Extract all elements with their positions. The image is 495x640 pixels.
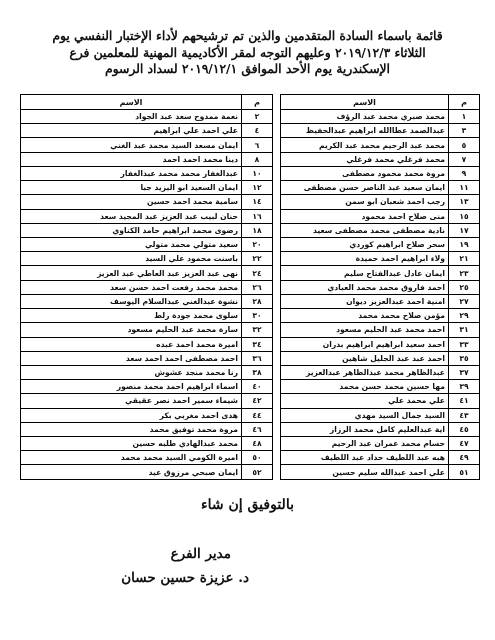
column-divider [273, 166, 281, 180]
column-divider [273, 195, 281, 209]
table-row [21, 280, 480, 294]
column-divider [273, 181, 281, 195]
row-name-right: هبه عبد اللطيف حداد عبد اللطيف [281, 451, 449, 465]
column-divider [273, 266, 281, 280]
row-number-right: ١٩ [449, 237, 480, 251]
row-name-right: منى صلاح احمد محمود [281, 209, 449, 223]
row-name-right: السيد جمال السيد مهدي [281, 408, 449, 422]
row-number-right: ٢١ [449, 252, 480, 266]
table-row [21, 394, 480, 408]
row-name-right: علي احمد عبدالله سليم حسين [281, 465, 449, 480]
row-number-left: ٢٢ [242, 252, 273, 266]
row-number-right: ٤٣ [449, 408, 480, 422]
column-divider [273, 337, 281, 351]
table-row [21, 152, 480, 166]
table-row [21, 294, 480, 308]
row-number-left: ١٢ [242, 181, 273, 195]
row-name-left: علي احمد علي ابراهيم [21, 124, 242, 138]
row-number-left: ٦ [242, 138, 273, 152]
row-number-right: ٤٧ [449, 437, 480, 451]
column-divider [273, 223, 281, 237]
column-divider [273, 365, 281, 379]
row-name-left: رضوى محمد ابراهيم حامد الكناوي [21, 223, 242, 237]
row-number-left: ٣٨ [242, 365, 273, 379]
column-divider [273, 110, 281, 124]
table-row [21, 323, 480, 337]
row-number-left: ٣٦ [242, 351, 273, 365]
row-number-right: ٩ [449, 166, 480, 180]
column-divider [273, 280, 281, 294]
row-name-right: نادية مصطفى محمد مصطفى سعيد [281, 223, 449, 237]
column-divider [273, 95, 281, 110]
row-name-right: محمد صبري محمد عبد الرؤف [281, 110, 449, 124]
row-number-left: ٤ [242, 124, 273, 138]
table-header-row [21, 95, 480, 110]
row-name-left: سامية محمد احمد حسين [21, 195, 242, 209]
column-divider [273, 437, 281, 451]
row-name-left: مروة محمد توفيق محمد [21, 422, 242, 436]
column-divider [273, 451, 281, 465]
row-number-right: ٢٣ [449, 266, 480, 280]
row-name-right: احمد عبد عبد الجليل شاهين [281, 351, 449, 365]
row-name-right: امنية احمد عبدالعزيز ديوان [281, 294, 449, 308]
heading-line-3: الإسكندرية يوم الأحد الموافق ٢٠١٩/١٢/١ لسداد الرسوم [105, 61, 390, 76]
signatory-title: مدير الفرع [170, 546, 231, 562]
row-number-right: ٣٧ [449, 365, 480, 379]
row-number-left: ٢٠ [242, 237, 273, 251]
row-name-left: سعيد متولي محمد متولي [21, 237, 242, 251]
row-name-left: نعمة ممدوح سعد عبد الجواد [21, 110, 242, 124]
header-name-right: الاسم [281, 95, 449, 110]
heading-line-2: الثلاثاء ٢٠١٩/١٢/٣ وعليهم التوجه لمقر الأكاديمية المهنية للمعلمين فرع [69, 44, 426, 60]
column-divider [273, 124, 281, 138]
column-divider [273, 323, 281, 337]
table-row [21, 380, 480, 394]
row-name-left: احمد مصطفى احمد احمد سعد [21, 351, 242, 365]
table-row [21, 209, 480, 223]
row-name-right: مروة محمد محمود مصطفى [281, 166, 449, 180]
column-divider [273, 408, 281, 422]
row-number-left: ٨ [242, 152, 273, 166]
row-name-right: سحر صلاح ابراهيم كوردي [281, 237, 449, 251]
row-number-left: ١٦ [242, 209, 273, 223]
row-number-right: ٤٩ [449, 451, 480, 465]
row-number-right: ١٣ [449, 195, 480, 209]
row-name-right: عبدالظاهر محمد عبدالظاهر عبدالعزيز [281, 365, 449, 379]
header-name-left: الاسم [21, 95, 242, 110]
row-number-right: ٢٧ [449, 294, 480, 308]
table-row [21, 252, 480, 266]
signatory-name: د. عزيزة حسين حسان [121, 570, 249, 586]
row-name-right: مها حسين محمد حسن محمد [281, 380, 449, 394]
row-number-left: ٥٠ [242, 451, 273, 465]
row-number-right: ٤٥ [449, 422, 480, 436]
row-name-left: ايمان السعيد ابو اليزيد جبا [21, 181, 242, 195]
table-row [21, 266, 480, 280]
row-name-left: نشوة عبدالغني عبدالسلام اليوسف [21, 294, 242, 308]
row-number-right: ٤١ [449, 394, 480, 408]
column-divider [273, 394, 281, 408]
table-row [21, 181, 480, 195]
heading-line-1: قائمة باسماء السادة المتقدمين والذين تم ترشيحهم لأداء الإختبار النفسي يوم [52, 28, 443, 43]
table-row [21, 337, 480, 351]
row-name-right: ايمان سعيد عبد الناصر حسن مصطفى [281, 181, 449, 195]
table-row [21, 309, 480, 323]
row-name-right: حسام محمد عمران عبد الرحيم [281, 437, 449, 451]
table-row [21, 223, 480, 237]
row-name-right: رجب احمد شعبان ابو سمن [281, 195, 449, 209]
row-name-left: شيماء سمير احمد نصر عقيقي [21, 394, 242, 408]
column-divider [273, 380, 281, 394]
row-name-left: اميرة الكومي السيد محمد محمد [21, 451, 242, 465]
row-name-left: اسماء ابراهيم احمد محمد منصور [21, 380, 242, 394]
table-row [21, 465, 480, 480]
row-number-right: ٥١ [449, 465, 480, 480]
row-number-right: ٢٩ [449, 309, 480, 323]
column-divider [273, 294, 281, 308]
row-name-left: سلوى محمد جودة رلط [21, 309, 242, 323]
row-name-right: محمد عبد الرحيم محمد عبد الكريم [281, 138, 449, 152]
row-number-right: ١١ [449, 181, 480, 195]
column-divider [273, 351, 281, 365]
row-name-left: محمد محمد رفعت احمد حسن سعد [21, 280, 242, 294]
row-number-right: ٢٥ [449, 280, 480, 294]
row-number-left: ٥٢ [242, 465, 273, 480]
row-number-left: ٣٤ [242, 337, 273, 351]
row-number-left: ١٨ [242, 223, 273, 237]
row-name-right: مؤمن صلاح محمد محمد [281, 309, 449, 323]
row-name-left: عبدالغفار محمد محمد عبدالغفار [21, 166, 242, 180]
row-name-right: احمد فاروق محمد محمد العبادي [281, 280, 449, 294]
row-name-right: اية عبدالعليم كامل محمد الرزاز [281, 422, 449, 436]
table-row [21, 408, 480, 422]
table-body [21, 110, 480, 480]
column-divider [273, 152, 281, 166]
row-name-right: عبدالصمد عطاالله ابراهيم عبدالحفيظ [281, 124, 449, 138]
table-row [21, 422, 480, 436]
row-number-right: ٣١ [449, 323, 480, 337]
row-number-left: ٢ [242, 110, 273, 124]
row-name-left: حنان لبيب عبد العزيز عبد المجيد سعد [21, 209, 242, 223]
row-name-right: ولاء ابراهيم احمد حميدة [281, 252, 449, 266]
row-number-left: ٣٢ [242, 323, 273, 337]
column-divider [273, 309, 281, 323]
row-number-left: ٤٦ [242, 422, 273, 436]
header-num-right: م [449, 95, 480, 110]
table-row [21, 195, 480, 209]
row-name-right: محمد فرغلي محمد فرغلي [281, 152, 449, 166]
column-divider [273, 237, 281, 251]
column-divider [273, 209, 281, 223]
closing-wish: بالتوفيق إن شاء [201, 497, 294, 513]
row-name-right: علي محمد علي [281, 394, 449, 408]
row-name-left: دينا محمد احمد احمد [21, 152, 242, 166]
column-divider [273, 138, 281, 152]
table-row [21, 365, 480, 379]
row-name-left: باسنت محمود علي السيد [21, 252, 242, 266]
row-number-left: ٢٦ [242, 280, 273, 294]
column-divider [273, 252, 281, 266]
row-name-left: ايمان صبحي مرزوق عيد [21, 465, 242, 480]
candidates-table [20, 94, 480, 480]
column-divider [273, 422, 281, 436]
row-number-left: ١٤ [242, 195, 273, 209]
table-row [21, 451, 480, 465]
table-row [21, 124, 480, 138]
row-name-left: ايمان مسعد السيد محمد عبد الغني [21, 138, 242, 152]
table-row [21, 437, 480, 451]
row-name-right: ايمان عادل عبدالفتاح سليم [281, 266, 449, 280]
table-row [21, 237, 480, 251]
table-row [21, 351, 480, 365]
row-number-right: ٧ [449, 152, 480, 166]
column-divider [273, 465, 281, 480]
row-name-right: احمد سعيد ابراهيم ابراهيم بدران [281, 337, 449, 351]
row-number-left: ١٠ [242, 166, 273, 180]
row-number-left: ٢٨ [242, 294, 273, 308]
header-num-left: م [242, 95, 273, 110]
row-number-right: ٣٥ [449, 351, 480, 365]
row-name-left: نهى عبد العزيز عبد العاطي عبد العزيز [21, 266, 242, 280]
row-name-left: رنا محمد منجد عشوش [21, 365, 242, 379]
table-row [21, 110, 480, 124]
row-number-left: ٤٤ [242, 408, 273, 422]
row-number-left: ٤٨ [242, 437, 273, 451]
document-heading [18, 28, 477, 78]
row-number-right: ٣ [449, 124, 480, 138]
table-row [21, 166, 480, 180]
row-number-right: ١٥ [449, 209, 480, 223]
row-name-left: اميرة محمد احمد عبده [21, 337, 242, 351]
row-number-right: ٥ [449, 138, 480, 152]
row-name-left: محمد عبدالهادي طلبه حسين [21, 437, 242, 451]
row-number-right: ١ [449, 110, 480, 124]
row-number-right: ٣٩ [449, 380, 480, 394]
row-number-left: ٣٠ [242, 309, 273, 323]
row-name-left: هدى احمد مغربي بكر [21, 408, 242, 422]
row-number-left: ٤٢ [242, 394, 273, 408]
row-name-right: احمد محمد عبد الحليم مسعود [281, 323, 449, 337]
table-row [21, 138, 480, 152]
row-number-right: ١٧ [449, 223, 480, 237]
row-number-left: ٢٤ [242, 266, 273, 280]
row-number-right: ٣٣ [449, 337, 480, 351]
row-name-left: سارة محمد عبد الحليم مسعود [21, 323, 242, 337]
row-number-left: ٤٠ [242, 380, 273, 394]
